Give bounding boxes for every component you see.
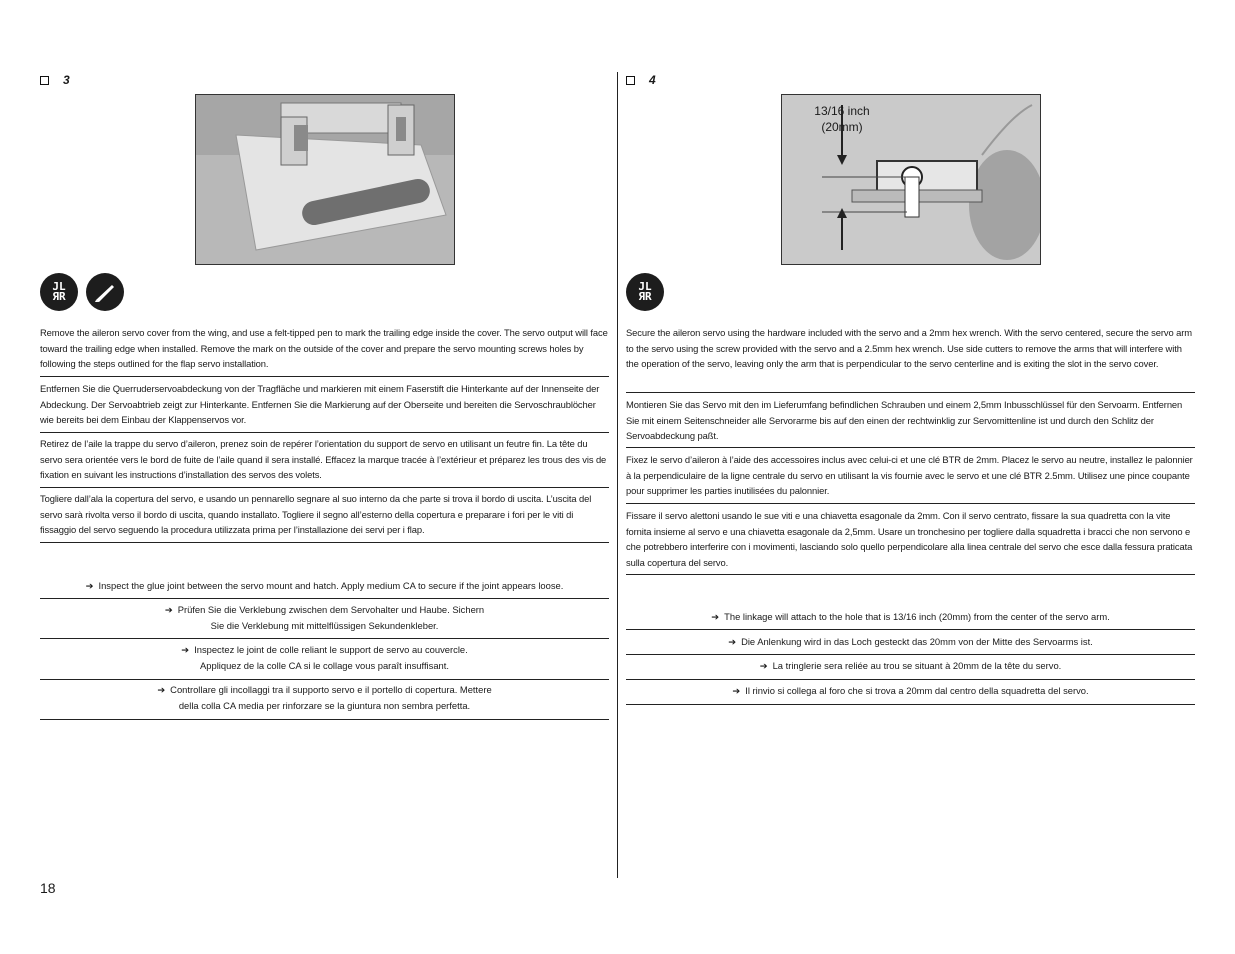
arrow-icon: ➔ <box>711 611 720 622</box>
arrow-icon: ➔ <box>164 604 173 615</box>
page-number: 18 <box>40 880 56 896</box>
arrow-icon: ➔ <box>759 660 768 671</box>
rule <box>626 392 1195 393</box>
right-paragraph-de: Montieren Sie das Servo mit den im Lieferumfang befindlichen Schrauben und einem 2,5mm Inbusschlüssel für den Servoarm. Entfernen Sie mit einem Seitenschneider alle Servorarme bis auf den einen der rechtwinklig zur Servomittenline ist und durch den Schlitz der Servoabdeckung paßt. <box>626 399 1183 441</box>
left-paragraph-de: Entfernen Sie die Querruderservoabdeckung von der Tragfläche und markieren mit einem Faserstift die Hinterkante auf der Innenseite der Abdeckung. Der Servoabtrieb zeigt zur Hinterkante. Entfernen Sie die Markierung auf der Oberseite und bereiten die Servoschraublöcher wie bereits bei dem Einbau der Klappenservos vor. <box>40 383 600 425</box>
rule <box>40 432 609 433</box>
jlrr-icon: JL ЯR <box>40 273 78 311</box>
rule <box>626 447 1195 448</box>
right-note-en: ➔ The linkage will attach to the hole that is 13/16 inch (20mm) from the center of the servo arm. <box>711 611 1110 622</box>
rule <box>626 574 1195 575</box>
left-paragraph-en: Remove the aileron servo cover from the wing, and use a felt-tipped pen to mark the trailing edge inside the cover. The servo output will face toward the trailing edge when installed. Remove the mark on the outside of the cover and prepare the servo mounting screws holes by following the steps outlined for the flap servo installation. <box>40 327 608 369</box>
felt-pen-icon <box>86 273 124 311</box>
left-note-it: ➔ Controllare gli incollaggi tra il supporto servo e il portello di copertura. Mettere della colla CA media per rinforzare se la giuntura non sembra perfetta. <box>157 684 492 711</box>
right-paragraph-fr: Fixez le servo d’aileron à l’aide des accessoires inclus avec celui-ci et une clé BTR de 2mm. Placez le servo au neutre, installez le palonnier à la perpendiculaire de la ligne centrale du servo en utilisant la vis fournie avec le servo et une clé BTR 2.5mm. Utilisez une pince coupante pour supprimer les parties inutilisées du palonnier. <box>626 454 1193 496</box>
right-note-fr: ➔ La tringlerie sera reliée au trou se situant à 20mm de la tête du servo. <box>759 660 1062 671</box>
jlrr-icon: JL ЯR <box>626 273 664 311</box>
rule <box>626 654 1195 655</box>
left-note-de: ➔ Prüfen Sie die Verklebung zwischen dem Servohalter und Haube. Sichern Sie die Verklebung mit mittelflüssigen Sekundenkleber. <box>164 604 485 631</box>
servo-hatch-photo <box>195 94 455 265</box>
right-note-it: ➔ Il rinvio si collega al foro che si trova a 20mm dal centro della squadretta del servo. <box>732 685 1089 696</box>
rule <box>626 679 1195 680</box>
rule <box>40 487 609 488</box>
left-paragraph-it: Togliere dall’ala la copertura del servo, e usando un pennarello segnare al suo interno da che parte si trova il bordo di uscita. L’uscita del servo sarà rivolta verso il bordo di uscita, quando installato. Togliere il segno all’esterno della copertura e preparare i fori per le viti di fissaggio del servo seguendo la procedura utilizzata prima per l’installazione dei servi per i flap. <box>40 493 592 535</box>
step-number: 3 <box>63 73 70 87</box>
arrow-icon: ➔ <box>728 636 737 647</box>
step-4-header <box>626 73 656 87</box>
rule <box>626 704 1195 705</box>
checkbox-icon[interactable] <box>40 76 49 85</box>
arrow-icon: ➔ <box>157 684 166 695</box>
arrow-icon: ➔ <box>85 580 94 591</box>
arrow-icon: ➔ <box>732 685 741 696</box>
rule <box>626 503 1195 504</box>
left-paragraph-fr: Retirez de l’aile la trappe du servo d’aileron, prenez soin de repérer l’orientation du support de servo en utilisant un feutre fin. La tête du servo sera orientée vers le bord de fuite de l’aile quand il sera installé. Effacez la marque tracée à l’extérieur et préparez les trous des vis de fixation en suivant les instructions d’installation des servos des volets. <box>40 438 607 480</box>
rule <box>40 679 609 680</box>
servo-hatch-illustration <box>196 95 454 264</box>
checkbox-icon[interactable] <box>626 76 635 85</box>
left-note-fr: ➔ Inspectez le joint de colle reliant le support de servo au couvercle. Appliquez de la colle CA si le collage vous paraît insuffisant. <box>181 644 468 671</box>
left-note-en: ➔ Inspect the glue joint between the servo mount and hatch. Apply medium CA to secure if the joint appears loose. <box>85 580 564 591</box>
servo-arm-photo <box>781 94 1041 265</box>
right-paragraph-it: Fissare il servo alettoni usando le sue viti e una chiavetta esagonale da 2mm. Con il servo centrato, fissare la sua quadretta con la vite fornita insieme al servo e una chiavetta esagonale da 2,5mm. Usare un tronchesino per togliere dalla squadretta i bracci che non servono e che potrebbero interferire con i movimenti, lasciando solo quello perpendicolare alla linea centrale del servo che esce dalla fessura praticata sulla copertura del servo. <box>626 510 1193 568</box>
step-number: 4 <box>649 73 656 87</box>
rule <box>40 719 609 720</box>
photo-caption: 13/16 inch (20mm) <box>814 104 870 134</box>
rule <box>40 542 609 543</box>
step-3-header <box>40 73 70 87</box>
rule <box>626 629 1195 630</box>
right-paragraph-en: Secure the aileron servo using the hardware included with the servo and a 2mm hex wrench. With the servo centered, secure the servo arm to the servo using the screw provided with the servo and a 2.5mm hex wrench. Use side cutters to remove the arms that will interfere with the operation of the servo, leaving only the arm that is perpendicular to the servo centerline and is exiting the slot in the servo cover. <box>626 327 1192 369</box>
rule <box>40 376 609 377</box>
right-note-de: ➔ Die Anlenkung wird in das Loch gesteckt das 20mm von der Mitte des Servoarms ist. <box>728 636 1093 647</box>
arrow-icon: ➔ <box>181 644 190 655</box>
column-divider <box>617 72 618 878</box>
rule <box>40 598 609 599</box>
rule <box>40 638 609 639</box>
